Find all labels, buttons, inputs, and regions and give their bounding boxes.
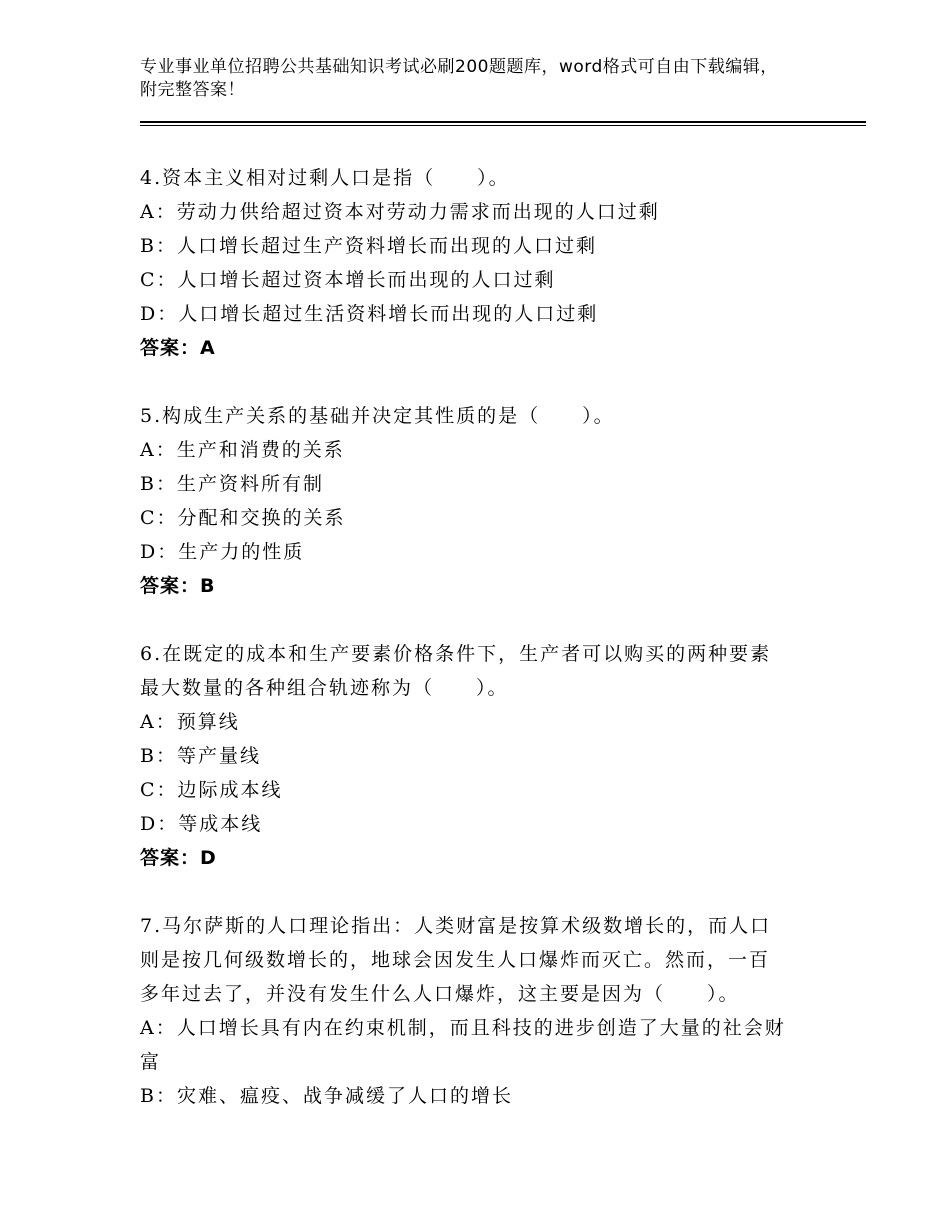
option-d: D：等成本线 <box>140 813 263 835</box>
header-divider-thick <box>140 121 866 123</box>
answer-label: 答案：A <box>140 337 216 359</box>
option-b: B：灾难、瘟疫、战争减缓了人口的增长 <box>140 1085 513 1107</box>
question-stem-line-2: 则是按几何级数增长的，地球会因发生人口爆炸而灭亡。然而，一百 <box>140 949 771 971</box>
option-a: A：预算线 <box>140 711 240 733</box>
question-stem-line-1: 7.马尔萨斯的人口理论指出：人类财富是按算术级数增长的，而人口 <box>140 915 772 937</box>
option-d: D：人口增长超过生活资料增长而出现的人口过剩 <box>140 303 599 325</box>
spacer <box>140 603 820 637</box>
option-d: D：生产力的性质 <box>140 541 305 563</box>
option-b: B：等产量线 <box>140 745 261 767</box>
answer-label: 答案：D <box>140 847 217 869</box>
answer-label: 答案：B <box>140 575 216 597</box>
question-stem-line-2: 最大数量的各种组合轨迹称为（ ）。 <box>140 677 509 699</box>
option-a-line-1: A：人口增长具有内在约束机制，而且科技的进步创造了大量的社会财 <box>140 1017 786 1039</box>
question-stem-line-1: 6.在既定的成本和生产要素价格条件下，生产者可以购买的两种要素 <box>140 643 772 665</box>
question-list <box>140 161 820 1113</box>
question-stem: 5.构成生产关系的基础并决定其性质的是（ ）。 <box>140 405 615 427</box>
question-6 <box>140 637 820 875</box>
spacer <box>140 875 820 909</box>
page-header: 专业事业单位招聘公共基础知识考试必刷200题题库，word格式可自由下载编辑，附完整答案！ <box>140 57 778 100</box>
question-stem: 4.资本主义相对过剩人口是指（ ）。 <box>140 167 510 189</box>
question-5 <box>140 399 820 603</box>
option-a: A：劳动力供给超过资本对劳动力需求而出现的人口过剩 <box>140 201 660 223</box>
option-a: A：生产和消费的关系 <box>140 439 345 461</box>
option-a-line-2: 富 <box>140 1051 162 1073</box>
option-b: B：人口增长超过生产资料增长而出现的人口过剩 <box>140 235 597 257</box>
option-b: B：生产资料所有制 <box>140 473 324 495</box>
option-c: C：分配和交换的关系 <box>140 507 346 529</box>
header-divider-thin <box>140 125 866 126</box>
question-4 <box>140 161 820 365</box>
option-c: C：人口增长超过资本增长而出现的人口过剩 <box>140 269 556 291</box>
option-c: C：边际成本线 <box>140 779 283 801</box>
question-7 <box>140 909 820 1113</box>
question-stem-line-3: 多年过去了，并没有发生什么人口爆炸，这主要是因为（ ）。 <box>140 983 740 1005</box>
spacer <box>140 365 820 399</box>
